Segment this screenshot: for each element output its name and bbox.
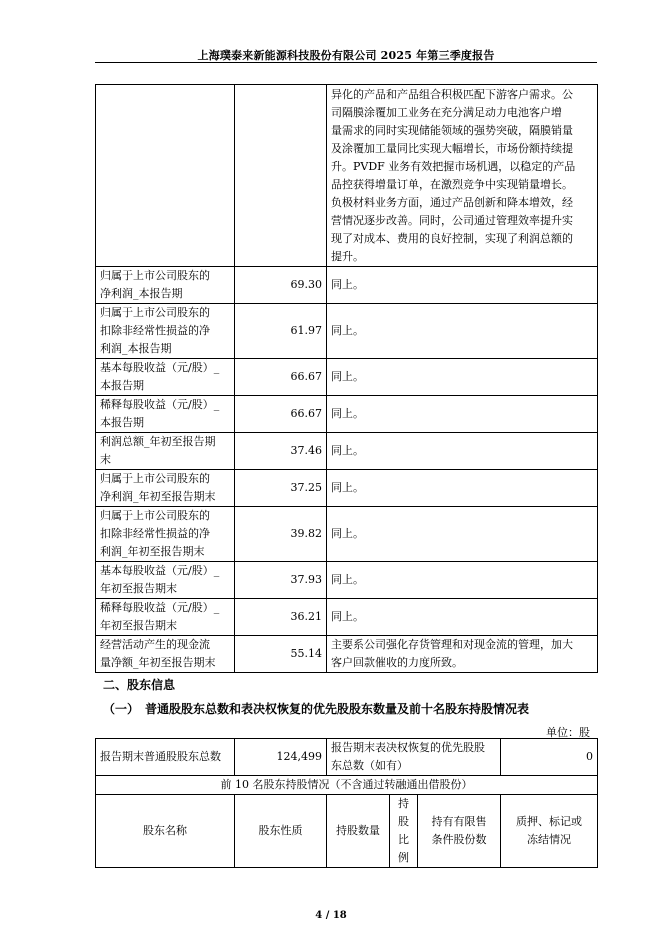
item-label-cell [96,433,235,470]
item-label-cell-line: 归属于上市公司股东的 [100,509,210,522]
preferred-shareholders-label [327,739,501,776]
pref-label-line: 报告期末表决权恢复的优先股股 [331,741,485,754]
item-label-cell-line: 扣除非经常性损益的净 [100,527,210,540]
change-ratio-cell: 36.21 [235,599,327,636]
reason-cell-line: 同上。 [331,444,364,457]
column-header-line: 比例 [398,833,409,864]
column-header-line: 持股 [398,797,409,828]
total-shareholders-label: 报告期末普通股股东总数 [96,739,235,776]
reason-cell-line: 异化的产品和产品组合积极匹配下游客户需求。公 [331,88,573,101]
column-header-line: 条件股份数 [431,833,487,846]
reason-cell [327,304,598,359]
table-row [96,85,598,267]
item-label-cell-line: 利润总额_年初至报告期 [100,435,216,448]
item-label-cell-line: 量净额_年初至报告期末 [100,656,216,669]
reason-cell [327,433,598,470]
reason-cell [327,267,598,304]
item-label-cell [96,636,235,673]
column-header-row [96,795,598,868]
item-label-cell-line: 基本每股收益（元/股）_ [100,361,220,374]
header-divider [95,62,597,63]
reason-cell [327,599,598,636]
page-number: 4 / 18 [315,910,347,921]
table-row [96,470,598,507]
pref-label-line: 东总数（如有） [331,759,408,772]
reason-cell-line: 同上。 [331,407,364,420]
item-label-cell-line: 稀释每股收益（元/股）_ [100,398,220,411]
reason-cell-line: 量需求的同时实现储能领域的强势突破，隔膜销量 [331,124,573,137]
unit-label: 单位：股 [546,726,590,739]
change-ratio-cell: 37.46 [235,433,327,470]
column-header-line: 持股数量 [336,824,380,837]
top10-title-row: 前 10 名股东持股情况（不含通过转融通出借股份） [96,776,598,795]
change-ratio-cell: 55.14 [235,636,327,673]
item-label-cell [96,267,235,304]
reason-cell-line: 营情况逐步改善。同时，公司通过管理效率提升实 [331,214,573,227]
item-label-cell-line: 基本每股收益（元/股）_ [100,564,220,577]
reason-cell-line: 同上。 [331,370,364,383]
table-row [96,359,598,396]
change-ratio-cell: 61.97 [235,304,327,359]
column-header [501,795,598,868]
reason-cell [327,562,598,599]
column-header-line: 股东名称 [143,824,187,837]
column-header-line: 持有有限售 [431,815,487,828]
item-label-cell-line: 利润_年初至报告期末 [100,545,205,558]
item-label-cell-line: 经营活动产生的现金流 [100,638,210,651]
reason-cell-line: 主要系公司强化存货管理和对现金流的管理，加大 [331,638,573,651]
reason-cell-line: 同上。 [331,324,364,337]
table-row [96,267,598,304]
reason-cell [327,636,598,673]
item-label-cell-line: 归属于上市公司股东的 [100,472,210,485]
change-ratio-cell: 39.82 [235,507,327,562]
change-ratio-cell: 69.30 [235,267,327,304]
reason-cell-line: 同上。 [331,573,364,586]
column-header-line: 冻结情况 [527,833,572,846]
empty-cell [235,85,327,267]
change-ratio-cell: 66.67 [235,396,327,433]
reason-cell [327,85,598,267]
item-label-cell-line: 本报告期 [100,416,144,429]
item-label-cell-line: 扣除非经常性损益的净 [100,324,210,337]
table-row [96,396,598,433]
item-label-cell [96,304,235,359]
reason-cell-line: 提升。 [331,250,364,263]
reason-cell-line: 客户回款催收的力度所致。 [331,656,463,669]
item-label-cell-line: 归属于上市公司股东的 [100,269,210,282]
column-header [390,795,418,868]
item-label-cell-line: 末 [100,453,111,466]
item-label-cell-line: 归属于上市公司股东的 [100,306,210,319]
table-row [96,599,598,636]
reason-cell-line: 及涂覆加工量同比实现大幅增长，市场份额持续提 [331,142,573,155]
section-heading-shareholders: 二、股东信息 [103,678,176,692]
table-row [96,562,598,599]
item-label-cell [96,359,235,396]
shareholder-table [95,738,598,868]
preferred-shareholders-value: 0 [501,739,598,776]
reason-cell-line: 同上。 [331,527,364,540]
reason-cell [327,470,598,507]
change-ratio-cell: 37.93 [235,562,327,599]
item-label-cell-line: 利润_本报告期 [100,342,172,355]
sub-section-heading: （一） 普通股股东总数和表决权恢复的优先股股东数量及前十名股东持股情况表 [103,702,530,716]
change-ratio-cell: 66.67 [235,359,327,396]
item-label-cell [96,562,235,599]
page-header-title: 上海璞泰来新能源科技股份有限公司 2025 年第三季度报告 [197,49,495,62]
reason-cell-line: 升。PVDF 业务有效把握市场机遇，以稳定的产品 [331,160,576,173]
item-label-cell-line: 本报告期 [100,379,144,392]
profit-change-table [95,84,598,673]
column-header [235,795,327,868]
item-label-cell [96,396,235,433]
item-label-cell-line: 年初至报告期末 [100,619,177,632]
reason-cell-line: 负极材料业务方面，通过产品创新和降本增效，经 [331,196,573,209]
reason-cell [327,359,598,396]
column-header-line: 股东性质 [258,824,303,837]
empty-cell [96,85,235,267]
item-label-cell-line: 稀释每股收益（元/股）_ [100,601,220,614]
table-row [96,433,598,470]
reason-cell-line: 司隔膜涂覆加工业务在充分满足动力电池客户增 [331,106,562,119]
item-label-cell [96,470,235,507]
item-label-cell-line: 年初至报告期末 [100,582,177,595]
reason-cell-line: 同上。 [331,278,364,291]
total-shareholders-value: 124,499 [235,739,327,776]
table-row [96,636,598,673]
column-header [418,795,501,868]
column-header-line: 质押、标记或 [516,815,583,828]
item-label-cell [96,599,235,636]
item-label-cell-line: 净利润_本报告期 [100,287,183,300]
change-ratio-cell: 37.25 [235,470,327,507]
table-row [96,304,598,359]
column-header [96,795,235,868]
reason-cell [327,507,598,562]
reason-cell-line: 品控获得增量订单，在激烈竞争中实现销量增长。 [331,178,573,191]
item-label-cell [96,507,235,562]
reason-cell-line: 现了对成本、费用的良好控制，实现了利润总额的 [331,232,573,245]
reason-cell-line: 同上。 [331,481,364,494]
reason-cell-line: 同上。 [331,610,364,623]
table-row [96,507,598,562]
item-label-cell-line: 净利润_年初至报告期末 [100,490,216,503]
reason-cell [327,396,598,433]
column-header [327,795,390,868]
